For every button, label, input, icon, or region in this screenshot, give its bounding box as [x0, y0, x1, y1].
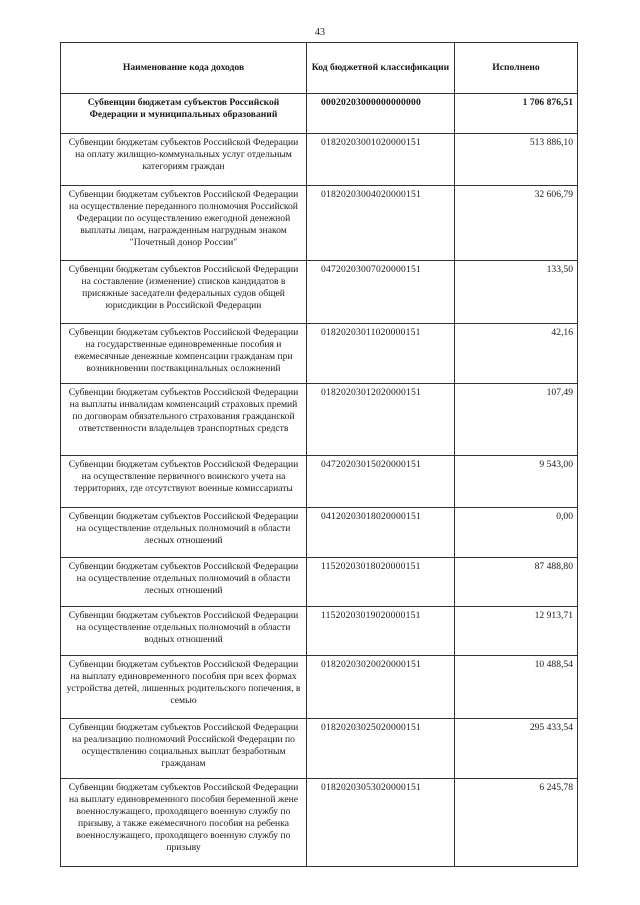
table-row — [61, 134, 578, 186]
row-code: 01820203001020000151 — [307, 134, 455, 186]
row-amount: 42,16 — [455, 324, 578, 384]
table-row — [61, 779, 578, 867]
header-amount: Исполнено — [455, 43, 578, 94]
table-row — [61, 607, 578, 656]
row-name: Субвенции бюджетам субъектов Российской Федерации на реализацию полномочий Российской Федерации по осуществлению социальных выплат безработным гражданам — [61, 719, 307, 779]
row-amount: 133,50 — [455, 261, 578, 324]
row-code: 01820203020020000151 — [307, 656, 455, 719]
row-name: Субвенции бюджетам субъектов Российской Федерации на государственные единовременные пособия и ежемесячные денежные компенсации гражданам при возникновении поствакцинальных осложнений — [61, 324, 307, 384]
row-amount: 0,00 — [455, 508, 578, 558]
row-code: 01820203011020000151 — [307, 324, 455, 384]
row-code: 04720203015020000151 — [307, 456, 455, 508]
table-row — [61, 186, 578, 261]
table-row — [61, 261, 578, 324]
row-name: Субвенции бюджетам субъектов Российской Федерации на осуществление отдельных полномочий в области лесных отношений — [61, 558, 307, 607]
row-code: 04720203007020000151 — [307, 261, 455, 324]
table-header-row — [61, 43, 578, 94]
page-number: 43 — [315, 27, 325, 38]
row-code: 04120203018020000151 — [307, 508, 455, 558]
table-row — [61, 558, 578, 607]
row-name: Субвенции бюджетам субъектов Российской Федерации и муниципальных образований — [61, 94, 307, 134]
row-code: 00020203000000000000 — [307, 94, 455, 134]
row-amount: 12 913,71 — [455, 607, 578, 656]
row-name: Субвенции бюджетам субъектов Российской Федерации на выплату единовременного пособия при всех формах устройства детей, лишенных родительского попечения, в семью — [61, 656, 307, 719]
row-code: 11520203019020000151 — [307, 607, 455, 656]
table-row — [61, 324, 578, 384]
row-amount: 107,49 — [455, 384, 578, 456]
row-amount: 513 886,10 — [455, 134, 578, 186]
revenue-table — [60, 42, 578, 867]
row-code: 01820203053020000151 — [307, 779, 455, 867]
header-name: Наименование кода доходов — [61, 43, 307, 94]
row-amount: 6 245,78 — [455, 779, 578, 867]
table-row — [61, 94, 578, 134]
table-row — [61, 508, 578, 558]
row-code: 01820203004020000151 — [307, 186, 455, 261]
row-name: Субвенции бюджетам субъектов Российской Федерации на выплаты инвалидам компенсаций страховых премий по договорам обязательного страхования гражданской ответственности владельцев транспортных средств — [61, 384, 307, 456]
row-amount: 32 606,79 — [455, 186, 578, 261]
row-amount: 1 706 876,51 — [455, 94, 578, 134]
table-row — [61, 384, 578, 456]
row-name: Субвенции бюджетам субъектов Российской Федерации на выплату единовременного пособия беременной жене военнослужащего, проходящего военную службу по призыву, а также ежемесячного пособия на ребенка военнослужащего, проходящего военную службу по призыву — [61, 779, 307, 867]
row-name: Субвенции бюджетам субъектов Российской Федерации на осуществление отдельных полномочий в области водных отношений — [61, 607, 307, 656]
row-code: 01820203012020000151 — [307, 384, 455, 456]
row-code: 11520203018020000151 — [307, 558, 455, 607]
row-name: Субвенции бюджетам субъектов Российской Федерации на осуществление первичного воинского учета на территориях, где отсутствуют военные комиссариаты — [61, 456, 307, 508]
header-code: Код бюджетной классификации — [307, 43, 455, 94]
row-amount: 10 488,54 — [455, 656, 578, 719]
row-name: Субвенции бюджетам субъектов Российской Федерации на оплату жилищно-коммунальных услуг отдельным категориям граждан — [61, 134, 307, 186]
row-name: Субвенции бюджетам субъектов Российской Федерации на составление (изменение) списков кандидатов в присяжные заседатели федеральных судов общей юрисдикции в Российской Федерации — [61, 261, 307, 324]
table-row — [61, 456, 578, 508]
row-amount: 9 543,00 — [455, 456, 578, 508]
row-amount: 295 433,54 — [455, 719, 578, 779]
row-code: 01820203025020000151 — [307, 719, 455, 779]
row-name: Субвенции бюджетам субъектов Российской Федерации на осуществление отдельных полномочий в области лесных отношений — [61, 508, 307, 558]
table-row — [61, 656, 578, 719]
row-amount: 87 488,80 — [455, 558, 578, 607]
row-name: Субвенции бюджетам субъектов Российской Федерации на осуществление переданного полномочия Российской Федерации по осуществлению ежегодной денежной выплаты лицам, награжденным нагрудным знаком "Почетный донор России" — [61, 186, 307, 261]
table-row — [61, 719, 578, 779]
